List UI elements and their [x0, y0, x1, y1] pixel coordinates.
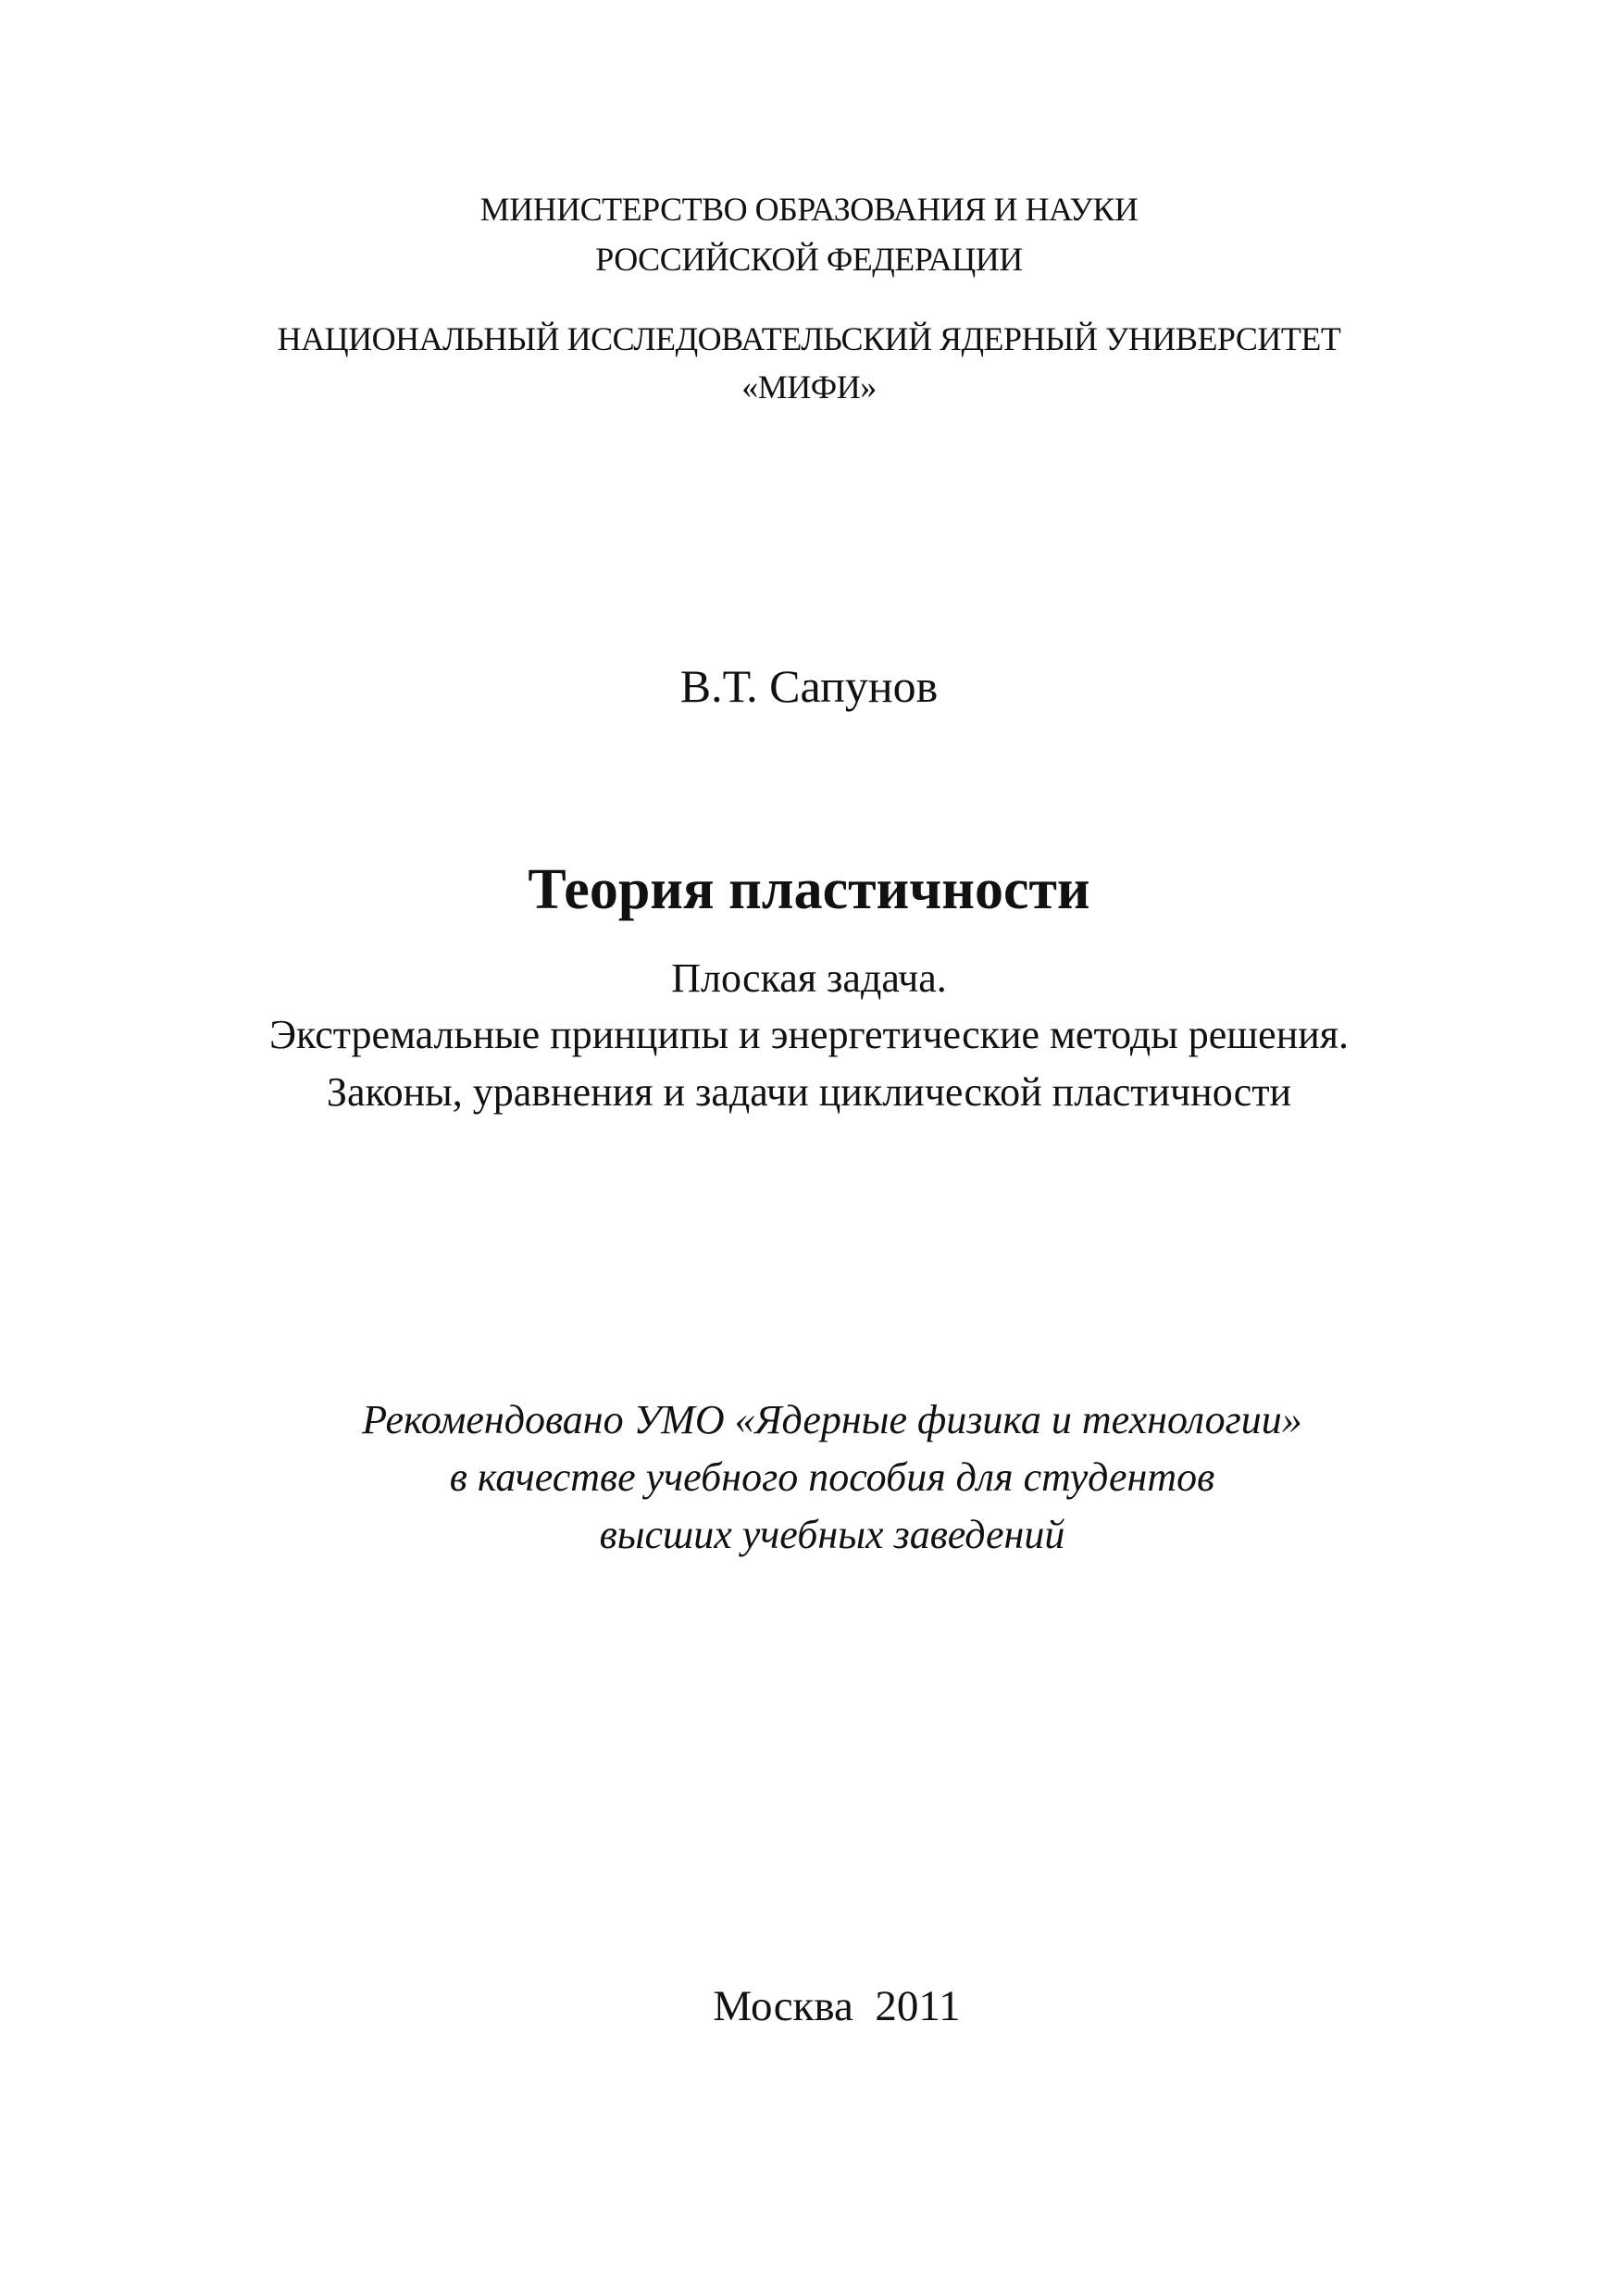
university-line-2: «МИФИ»: [741, 368, 877, 406]
book-title: Теория пластичности: [528, 858, 1090, 921]
subtitle-line-2: Экстремальные принципы и энергетические методы решения.: [268, 1012, 1350, 1057]
subtitle-line-1: Плоская задача.: [671, 955, 947, 1001]
recommendation-line-2: в качестве учебного пособия для студентов: [449, 1454, 1215, 1500]
recommendation-line-3: высших учебных заведений: [599, 1512, 1065, 1557]
ministry-line-1: МИНИСТЕРСТВО ОБРАЗОВАНИЯ И НАУКИ: [479, 191, 1139, 228]
subtitle-line-3: Законы, уравнения и задачи циклической пластичности: [326, 1069, 1292, 1115]
imprint: [28, 1982, 1618, 2030]
ministry-line-2: РОССИЙСКОЙ ФЕДЕРАЦИИ: [595, 241, 1023, 278]
author-name: В.Т. Сапунов: [679, 660, 939, 712]
imprint-year: 2011: [875, 1982, 961, 2030]
recommendation-line-1: Рекомендовано УМО «Ядерные физика и технологии»: [362, 1397, 1302, 1442]
university-line-1: НАЦИОНАЛЬНЫЙ ИССЛЕДОВАТЕЛЬСКИЙ ЯДЕРНЫЙ УНИВЕРСИТЕТ: [277, 320, 1341, 357]
imprint-city: Москва: [713, 1982, 853, 2030]
